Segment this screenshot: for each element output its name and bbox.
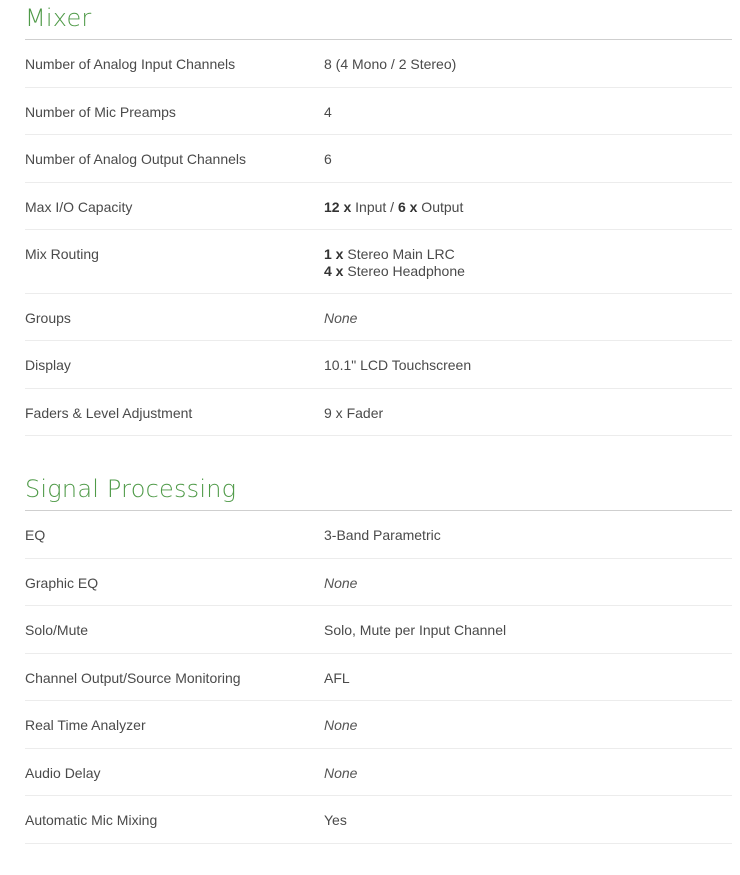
spec-label: Automatic Mic Mixing — [25, 812, 158, 828]
routing-line — [324, 263, 732, 280]
spec-row-max-io — [25, 183, 732, 230]
spec-value: Solo, Mute per Input Channel — [324, 622, 507, 638]
spec-label: EQ — [25, 527, 46, 543]
spec-label: Solo/Mute — [25, 622, 89, 638]
spec-label: Number of Analog Output Channels — [25, 151, 247, 167]
spec-value: 9 x Fader — [324, 405, 384, 421]
spec-row-groups — [25, 294, 732, 341]
spec-value: 8 (4 Mono / 2 Stereo) — [324, 56, 457, 72]
signal-processing-section-title: Signal Processing — [25, 471, 732, 511]
spec-value: 3-Band Parametric — [324, 527, 441, 543]
input-count: 12 x — [324, 199, 352, 215]
spec-value — [324, 230, 732, 293]
input-text: Input / — [351, 199, 398, 215]
spec-label: Max I/O Capacity — [25, 199, 133, 215]
spec-row-solo-mute — [25, 606, 732, 654]
spec-row-eq — [25, 511, 732, 559]
spec-value — [324, 749, 732, 795]
none-value: None — [324, 310, 358, 326]
spec-row-mix-routing — [25, 230, 732, 294]
spec-label: Number of Analog Input Channels — [25, 56, 236, 72]
spec-label: Number of Mic Preamps — [25, 104, 176, 120]
none-value: None — [324, 765, 358, 781]
spec-label: Audio Delay — [25, 765, 101, 781]
spec-label: Faders & Level Adjustment — [25, 405, 193, 421]
spec-label: Real Time Analyzer — [25, 717, 146, 733]
signal-processing-section — [25, 471, 732, 844]
spec-label: Display — [25, 357, 71, 373]
spec-row-auto-mic-mixing — [25, 796, 732, 844]
spec-row-monitoring — [25, 654, 732, 701]
routing-count: 1 x — [324, 246, 344, 262]
routing-count: 4 x — [324, 263, 344, 279]
spec-value: Yes — [324, 812, 347, 828]
spec-value — [324, 294, 732, 340]
spec-label: Groups — [25, 310, 71, 326]
mixer-section — [25, 0, 732, 436]
mixer-section-title: Mixer — [25, 0, 732, 40]
spec-label: Mix Routing — [25, 246, 99, 262]
routing-text: Stereo Main LRC — [343, 246, 455, 262]
spec-row-rta — [25, 701, 732, 749]
spec-row-mic-preamps — [25, 88, 732, 135]
spec-row-analog-outputs — [25, 135, 732, 183]
spec-value: AFL — [324, 670, 350, 686]
spec-value — [324, 559, 732, 605]
output-count: 6 x — [397, 199, 418, 215]
routing-line — [324, 246, 732, 263]
spec-label: Channel Output/Source Monitoring — [25, 670, 241, 686]
spec-label: Graphic EQ — [25, 575, 99, 591]
spec-row-analog-inputs — [25, 40, 732, 88]
none-value: None — [324, 575, 358, 591]
spec-value: 6 — [324, 151, 332, 167]
spec-value: 4 — [324, 104, 332, 120]
spec-row-display — [25, 341, 732, 389]
spec-value: 10.1" LCD Touchscreen — [324, 357, 472, 373]
output-text: Output — [417, 199, 464, 215]
spec-row-faders — [25, 389, 732, 436]
none-value: None — [324, 717, 358, 733]
routing-text: Stereo Headphone — [343, 263, 465, 279]
spec-row-graphic-eq — [25, 559, 732, 606]
spec-row-audio-delay — [25, 749, 732, 796]
spec-value — [324, 701, 732, 748]
spec-value — [324, 183, 732, 229]
